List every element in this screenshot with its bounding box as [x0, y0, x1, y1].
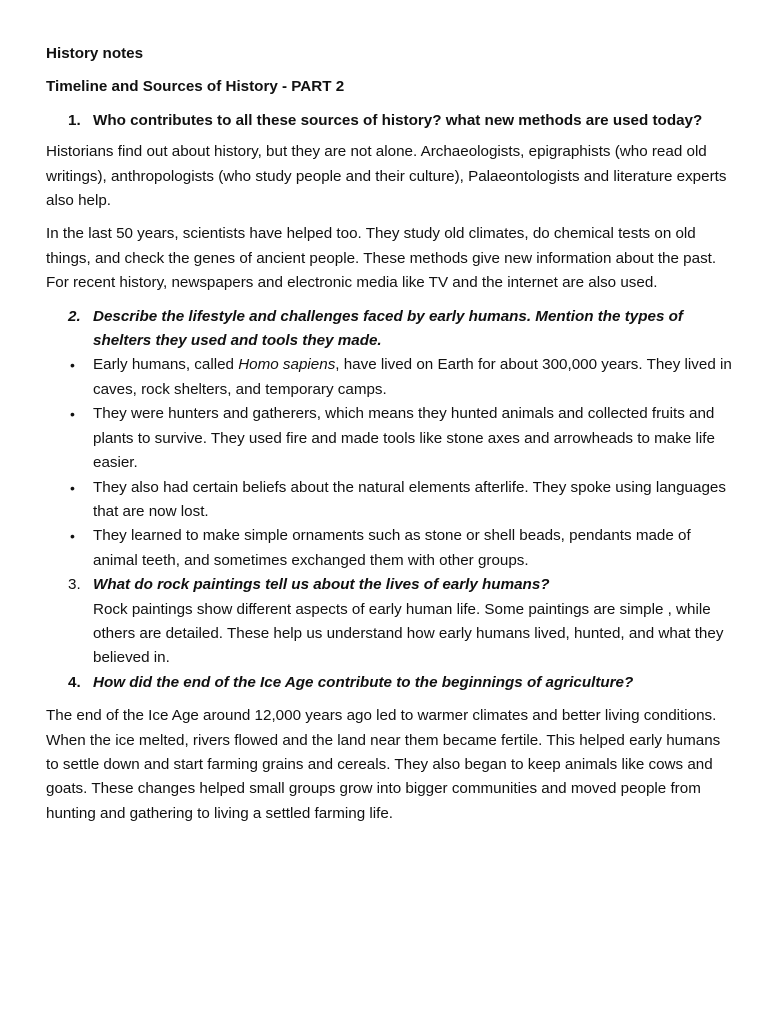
question-2: [46, 305, 732, 354]
list-item-text-start: Early humans, called: [93, 356, 239, 374]
question-3-answer: Rock paintings show different aspects of early human life. Some paintings are simple , while others are detailed. These help us understand how early humans lived, hunted, and what they believed in.: [93, 600, 724, 667]
question-2-text: Describe the lifestyle and challenges faced by early humans. Mention the types of shelters they used and tools they made.: [93, 307, 683, 350]
early-humans-list: [46, 353, 732, 573]
paragraph-historians: Historians find out about history, but they are not alone. Archaeologists, epigraphists (who read old writings), anthropologists (who study people and their culture), Palaeontologists and literature experts also help.: [46, 143, 727, 210]
list-item: [46, 402, 732, 475]
list-item-text: [93, 353, 732, 402]
question-3-body: [93, 573, 732, 671]
list-item-text: They also had certain beliefs about the natural elements afterlife. They spoke using languages that are now lost.: [93, 478, 726, 520]
list-item-text-end: , have lived on Earth for about 300,000 years. They lived in caves, rock shelters, and temporary camps.: [93, 356, 732, 398]
question-3-number: 3.: [68, 576, 81, 594]
list-item-text: They learned to make simple ornaments such as stone or shell beads, pendants made of animal teeth, and sometimes exchanged them with other groups.: [93, 527, 691, 569]
bullet-icon: •: [70, 406, 75, 423]
document-subtitle: Timeline and Sources of History - PART 2: [46, 78, 345, 96]
bullet-icon: •: [70, 479, 75, 496]
document-title: History notes: [46, 45, 144, 62]
list-item-text: They were hunters and gatherers, which means they hunted animals and collected fruits and plants to survive. They used fire and made tools like stone axes and arrowheads to make life easier.: [93, 405, 715, 472]
species-name: Homo sapiens: [238, 356, 336, 374]
paragraph-ice-age: The end of the Ice Age around 12,000 years ago led to warmer climates and better living conditions. When the ice melted, rivers flowed and the land near them became fertile. This helped early humans to settle down and start farming grains and cereals. They also began to keep animals like cows and goats. These changes helped small groups grow into bigger communities and moved people from hunting and gathering to living a settled farming life.: [46, 707, 721, 822]
question-1-number: 1.: [68, 111, 81, 129]
question-1-text: Who contributes to all these sources of history? what new methods are used today?: [93, 111, 703, 129]
question-4-text: How did the end of the Ice Age contribute to the beginnings of agriculture?: [93, 673, 634, 691]
document-page: [46, 42, 732, 835]
list-item: [46, 476, 732, 525]
bullet-icon: •: [70, 357, 75, 374]
list-item: [46, 353, 732, 402]
question-3: [46, 573, 732, 671]
question-1: [46, 109, 732, 133]
question-4-number: 4.: [68, 673, 81, 691]
paragraph-scientists: In the last 50 years, scientists have helped too. They study old climates, do chemical tests on old things, and check the genes of ancient people. These methods give new information about the past. For recent history, newspapers and electronic media like TV and the internet are also used.: [46, 225, 717, 292]
question-2-number: 2.: [68, 307, 81, 325]
list-item: [46, 524, 732, 573]
question-3-text: What do rock paintings tell us about the lives of early humans?: [93, 576, 550, 594]
question-4: [46, 671, 732, 695]
bullet-icon: •: [70, 528, 75, 545]
